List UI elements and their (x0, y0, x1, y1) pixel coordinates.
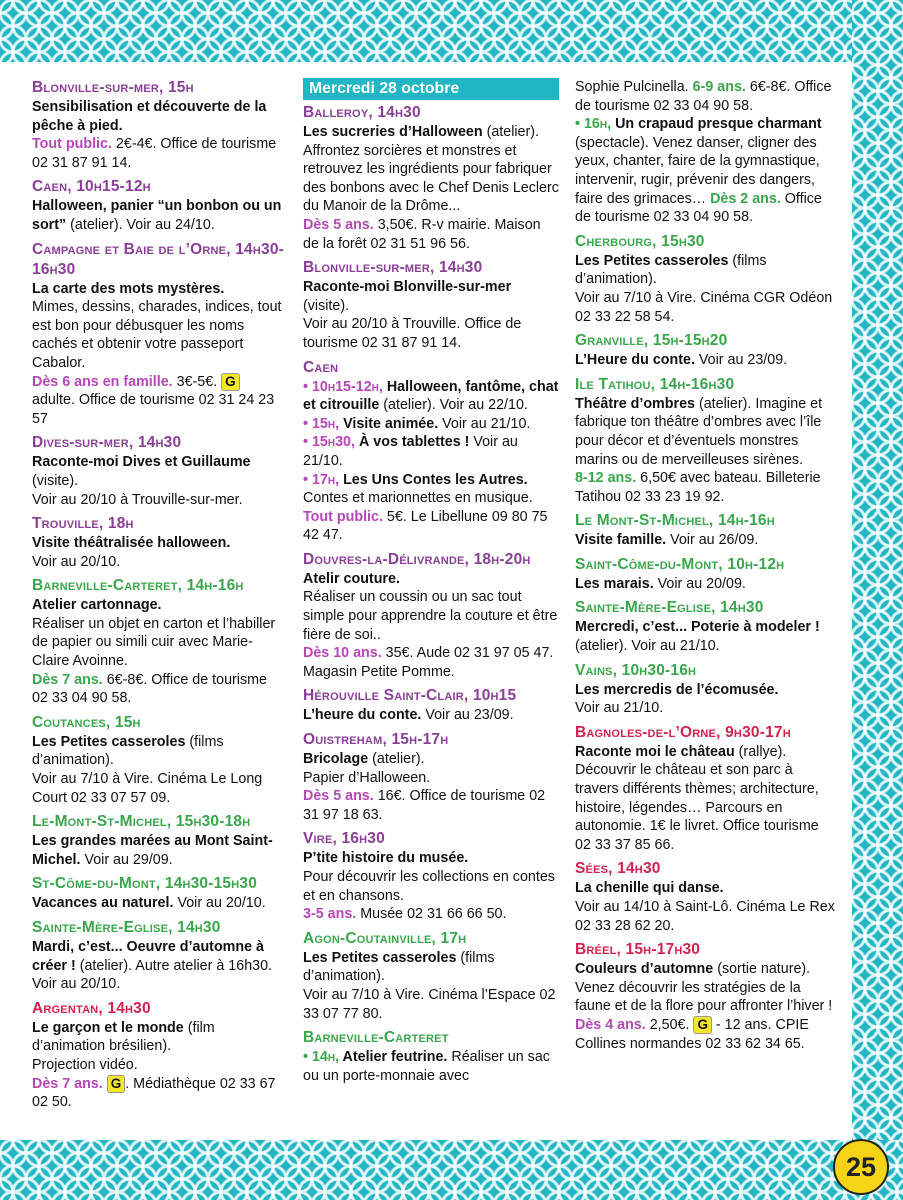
event-entry (32, 433, 284, 509)
event-entry (32, 999, 284, 1112)
event-title: Les Petites casseroles (32, 733, 186, 750)
event-info: (atelier). Voir au 24/10. (66, 216, 215, 233)
event-entry (575, 331, 837, 370)
event-entry (32, 78, 284, 172)
event-description: (visite). (303, 297, 350, 314)
event-time: 10h15-12h, (311, 378, 383, 395)
free-g-badge: G (693, 1016, 712, 1034)
event-title: Mercredi, c’est... Poterie à modeler ! (575, 619, 820, 636)
bullet: • (303, 415, 312, 432)
event-info: 16€. Office de tourisme 02 31 97 18 63. (303, 788, 546, 823)
event-title: Halloween, panier “un bonbon ou un sort” (32, 198, 282, 233)
event-time: 15h, (311, 415, 340, 432)
event-session (303, 471, 559, 545)
event-info: Voir au 7/10 à Vire. Cinéma l’Espace 02 33 07 77 80. (303, 986, 556, 1022)
age-label: Dès 7 ans. (32, 1075, 103, 1092)
event-title: Couleurs d’automne (575, 961, 714, 978)
event-entry (575, 598, 837, 655)
decorative-pattern-bottom (0, 1140, 903, 1200)
event-title: Un crapaud presque charmant (611, 116, 822, 133)
event-place: Sées, 14h30 (575, 860, 661, 878)
event-info: Voir au 21/10. (575, 700, 664, 717)
event-place: Barneville-Carteret (303, 1029, 449, 1047)
event-entry (32, 874, 284, 913)
event-info: Voir au 26/09. (666, 532, 759, 549)
event-entry (32, 812, 284, 869)
event-entry (32, 240, 284, 429)
event-info: Voir au 23/09. (421, 707, 514, 724)
event-info: Voir au 7/10 à Vire. Cinéma CGR Odéon 02 33 22 58 54. (575, 289, 833, 325)
event-entry (303, 358, 559, 545)
event-info: (atelier). Autre atelier à 16h30. Voir au 20/10. (32, 957, 273, 993)
event-place: Caen, 10h15-12h (32, 178, 151, 196)
event-place: Ile Tatihou, 14h-16h30 (575, 375, 735, 393)
event-place: Granville, 15h-15h20 (575, 332, 728, 350)
event-info: Voir au 29/09. (80, 851, 173, 868)
event-info: Voir au 21/10. (303, 434, 518, 469)
event-place: Le Mont-St-Michel, 14h-16h (575, 512, 775, 530)
event-entry (575, 661, 837, 718)
event-place: Blonville-sur-mer, 15h (32, 79, 194, 96)
event-time: 15h30, (311, 434, 355, 451)
event-description: (atelier). (368, 751, 425, 768)
event-description: (films d’animation). (303, 949, 495, 985)
event-description: (atelier). Imagine et fabrique ton théâtre d’ombres avec l’île pour décor et d’éventuels monstres marins ou de merveilleuses sirènes. (575, 395, 823, 468)
event-entry (32, 177, 284, 234)
event-place: Campagne et Baie de l’Orne, 14h30-16h30 (32, 240, 285, 278)
event-place: Le-Mont-St-Michel, 15h30-18h (32, 813, 251, 831)
event-description: Pour découvrir les collections en contes et en chansons. (303, 869, 555, 904)
event-session (303, 433, 559, 470)
event-info: Voir au 23/09. (694, 352, 788, 369)
event-entry (575, 555, 837, 594)
age-label: Dès 7 ans. (32, 671, 103, 688)
event-title: P’tite histoire du musée. (303, 850, 469, 867)
event-entry (303, 730, 559, 824)
age-label: 6-9 ans. (692, 79, 746, 95)
event-continuation (575, 78, 837, 227)
event-place: Douvres-la-Délivrande, 18h-20h (303, 550, 531, 568)
event-info: Voir au 20/10 à Trouville. Office de tourisme 02 31 87 91 14. (303, 316, 522, 351)
event-place: Bréel, 15h-17h30 (575, 941, 701, 959)
event-info: 6€-8€. Office de tourisme 02 33 04 90 58. (575, 79, 832, 114)
event-session (303, 415, 559, 434)
column-3 (575, 78, 837, 1058)
age-label: Dès 5 ans. (303, 216, 374, 233)
event-info: 35€. Aude 02 31 97 05 47. Magasin Petite Pomme. (303, 645, 554, 680)
age-label: Dès 2 ans. (710, 190, 781, 207)
event-info: - 12 ans. CPIE Collines normandes 02 33 62 34 65. (575, 1016, 809, 1052)
event-title: Halloween, fantôme, chat et citrouille (303, 378, 559, 414)
event-description: Mimes, dessins, charades, indices, tout est bon pour débusquer les noms cachés et obtenir votre passeport Cabalor. (32, 299, 282, 371)
event-description: (films d’animation). (32, 733, 224, 769)
event-title: La chenille qui danse. (575, 880, 724, 897)
event-place: Vains, 10h30-16h (575, 661, 697, 679)
event-entry (303, 929, 559, 1023)
event-entry (32, 918, 284, 994)
column-1 (32, 78, 284, 1117)
event-description: (sortie nature). Venez découvrir les stratégies de la faune et de la flore pour affronter l’hiver ! (575, 961, 833, 1015)
event-place: Balleroy, 14h30 (303, 104, 421, 121)
event-info: Voir au 20/10. (32, 553, 121, 570)
event-description: Réaliser un objet en carton et l’habiller de papier ou simili cuir avec Marie-Claire Avoinne. (32, 615, 276, 670)
column-2 (303, 78, 559, 1090)
event-title: Visite théâtralisée halloween. (32, 535, 231, 552)
event-title: Bricolage (303, 751, 369, 768)
age-label: Dès 10 ans. (303, 645, 382, 662)
page-number-badge: 25 (833, 1139, 889, 1195)
event-description: (rallye). Découvrir le château et son parc à travers différents thèmes; architecture, histoire, légendes… Parcours en autonomie. 1€ le livret. Office tourisme 02 33 37 85 66. (575, 743, 819, 853)
event-info: Réaliser un sac ou un porte-monnaie avec (303, 1049, 550, 1084)
event-info: Voir au 21/10. (438, 415, 531, 432)
event-info: 3,50€. R-v mairie. Maison de la forêt 02 31 51 96 56. (303, 216, 541, 252)
event-description: (visite). (32, 472, 79, 489)
event-title: La carte des mots mystères. (32, 280, 225, 297)
event-title: Le garçon et le monde (32, 1019, 184, 1036)
event-description: (spectacle). Venez danser, cligner des yeux, chanter, faire de la gymnastique, intervenir, rugir, prévenir des dangers, faire des grimaces… (575, 134, 820, 207)
event-entry (303, 1028, 559, 1085)
bullet: • (303, 471, 312, 488)
event-place: Trouville, 18h (32, 515, 134, 533)
age-label: Tout public. (303, 508, 383, 525)
event-entry (303, 550, 559, 682)
event-info: 6,50€ avec bateau. Billeterie Tatihou 02 33 23 19 92. (575, 470, 821, 505)
event-title: L’Heure du conte. (575, 352, 695, 369)
event-title: Atelier feutrine. (339, 1049, 448, 1066)
event-info: 6€-8€. Office de tourisme 02 33 04 90 58. (32, 671, 267, 707)
event-info: Papier d’Halloween. (303, 769, 431, 786)
event-place: Ouistreham, 15h-17h (303, 731, 449, 749)
free-g-badge: G (107, 1075, 126, 1093)
event-entry (575, 511, 837, 550)
event-entry (303, 829, 559, 923)
event-time: 16h, (583, 116, 612, 133)
event-description: (films d’animation). (575, 252, 767, 288)
event-title: À vos tablettes ! (354, 434, 470, 451)
event-info: Voir au 20/10 à Trouville-sur-mer. (32, 491, 243, 508)
event-entry (32, 514, 284, 571)
event-info: Voir au 20/09. (653, 575, 746, 592)
event-info: adulte. Office de tourisme 02 31 24 23 57 (32, 392, 275, 427)
event-info: 5€. Le Libellune 09 80 75 42 47. (303, 508, 548, 544)
event-time: 14h, (311, 1049, 340, 1066)
event-title: Raconte-moi Dives et Guillaume (32, 454, 251, 471)
event-title: Sensibilisation et découverte de la pêche à pied. (32, 99, 267, 134)
event-title: Atelir couture. (303, 570, 400, 587)
event-place: Caen (303, 358, 339, 376)
event-info: Voir au 20/10. (173, 895, 266, 912)
age-label: 3-5 ans. (303, 906, 357, 923)
event-entry (575, 723, 837, 855)
event-entry (303, 686, 559, 725)
event-place: Dives-sur-mer, 14h30 (32, 434, 182, 452)
age-label: Dès 6 ans en famille. (32, 373, 173, 390)
event-info: . Médiathèque 02 33 67 02 50. (32, 1075, 276, 1111)
decorative-pattern-top (0, 0, 903, 62)
event-entry (575, 940, 837, 1053)
event-title: Les sucreries d’Halloween (303, 124, 483, 140)
event-place: Sainte-Mère-Eglise, 14h30 (32, 919, 221, 936)
event-title: Visite animée. (339, 415, 439, 432)
event-entry (575, 232, 837, 326)
event-entry (32, 713, 284, 807)
event-entry (303, 103, 559, 253)
date-header: Mercredi 28 octobre (303, 78, 559, 100)
event-time: 17h, (311, 471, 340, 488)
event-title: Les mercredis de l’écomusée. (575, 681, 779, 698)
event-description: Réaliser un coussin ou un sac tout simple pour apprendre la couture et être fière de soi.. (303, 589, 558, 643)
age-label: Dès 5 ans. (303, 788, 374, 805)
event-info: 2€-4€. Office de tourisme 02 31 87 91 14. (32, 136, 277, 171)
event-title: Les Petites casseroles (303, 949, 457, 966)
event-entry (575, 859, 837, 935)
event-info: Voir au 14/10 à Saint-Lô. Cinéma Le Rex 02 33 28 62 20. (575, 899, 835, 934)
age-label: Dès 4 ans. (575, 1016, 646, 1033)
event-title: Visite famille. (575, 532, 667, 549)
event-place: Argentan, 14h30 (32, 999, 151, 1017)
event-title: Les Petites casseroles (575, 252, 729, 269)
event-title: Raconte-moi Blonville-sur-mer (303, 279, 512, 296)
bullet: • (303, 1049, 312, 1066)
event-title: Vacances au naturel. (32, 895, 174, 912)
event-title: Théâtre d’ombres (575, 395, 695, 412)
event-info: Musée 02 31 66 66 50. (356, 906, 507, 923)
event-place: Sainte-Mère-Eglise, 14h30 (575, 599, 764, 617)
event-description: (atelier). Affrontez sorcières et monstres et retrouvez les ingrédients pour fabriquer des bonbons avec le Chef Denis Leclerc du Manoir de la Drôme... (303, 124, 559, 215)
event-info: 3€-5€. (172, 373, 222, 390)
event-info: (atelier). Voir au 22/10. (379, 397, 528, 414)
bullet: • (575, 116, 584, 133)
event-place: Blonville-sur-mer, 14h30 (303, 259, 483, 277)
event-description: (film d’animation brésilien). (32, 1019, 215, 1055)
free-g-badge: G (221, 373, 240, 391)
decorative-pattern-right (852, 0, 903, 1200)
event-place: Coutances, 15h (32, 713, 141, 731)
event-info: Contes et marionnettes en musique. (303, 490, 533, 507)
event-title: Les grandes marées au Mont Saint-Michel. (32, 833, 273, 868)
event-title: Atelier cartonnage. (32, 597, 162, 614)
event-title: L’heure du conte. (303, 707, 422, 724)
event-entry (303, 258, 559, 352)
bullet: • (303, 434, 312, 451)
event-place: Barneville-Carteret, 14h-16h (32, 577, 244, 595)
event-title: Mardi, c’est... Oeuvre d’automne à créer ! (32, 939, 264, 974)
event-session (303, 1048, 559, 1085)
event-place: Bagnoles-de-l’Orne, 9h30-17h (575, 723, 791, 741)
event-entry (32, 576, 284, 708)
event-title: Les marais. (575, 575, 654, 592)
event-info: 2,50€. (645, 1016, 694, 1033)
event-place: Cherbourg, 15h30 (575, 232, 705, 250)
age-label: 8-12 ans. (575, 470, 637, 487)
event-session (575, 115, 837, 227)
event-session (303, 378, 559, 415)
event-entry (575, 375, 837, 507)
event-info: (atelier). Voir au 21/10. (575, 638, 720, 655)
bullet: • (303, 378, 312, 395)
event-place: Hérouville Saint-Clair, 10h15 (303, 687, 517, 705)
event-title: Raconte moi le château (575, 743, 735, 760)
event-place: St-Côme-du-Mont, 14h30-15h30 (32, 875, 258, 893)
event-place: Vire, 16h30 (303, 830, 385, 848)
event-info: Projection vidéo. (32, 1056, 138, 1073)
event-title: Les Uns Contes les Autres. (339, 471, 528, 488)
event-info: Voir au 7/10 à Vire. Cinéma Le Long Court 02 33 07 57 09. (32, 771, 263, 806)
event-info: Sophie Pulcinella. (575, 79, 693, 95)
event-place: Agon-Coutainville, 17h (303, 929, 467, 947)
age-label: Tout public. (32, 136, 112, 153)
event-info: Office de tourisme 02 33 04 90 58. (575, 190, 822, 226)
event-place: Saint-Côme-du-Mont, 10h-12h (575, 555, 785, 573)
